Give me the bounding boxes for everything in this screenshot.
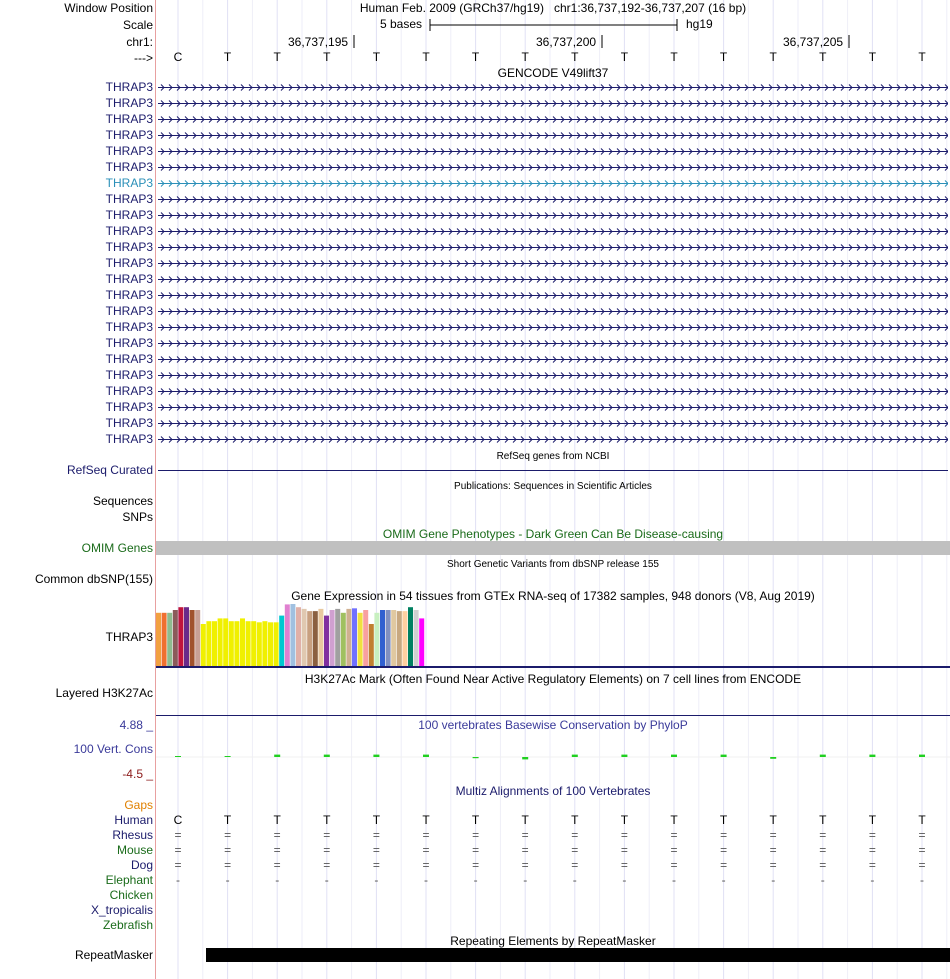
phylop-bar bbox=[869, 755, 875, 757]
multiz-base: = bbox=[720, 828, 728, 842]
multiz-base: - bbox=[771, 873, 776, 887]
gtex-tissue-bar bbox=[352, 608, 357, 666]
scale-text: 5 bases bbox=[380, 17, 423, 31]
multiz-base: T bbox=[422, 813, 430, 827]
multiz-base: = bbox=[521, 843, 529, 857]
multiz-base: T bbox=[372, 813, 381, 827]
gencode-transcript[interactable] bbox=[158, 369, 948, 382]
gencode-gene-label[interactable]: THRAP3 bbox=[105, 176, 153, 190]
omim-phenotype-bar[interactable] bbox=[156, 541, 950, 555]
gtex-tissue-bar bbox=[274, 622, 279, 666]
h3k27ac-title[interactable]: H3K27Ac Mark (Often Found Near Active Regulatory Elements) on 7 cell lines from ENCODE bbox=[304, 672, 802, 686]
multiz-base: T bbox=[273, 813, 281, 827]
gencode-transcript[interactable] bbox=[158, 305, 948, 318]
gtex-tissue-bar bbox=[313, 611, 318, 666]
gtex-tissue-bar bbox=[341, 613, 346, 666]
multiz-base: = bbox=[720, 843, 728, 857]
gencode-gene-label[interactable]: THRAP3 bbox=[105, 368, 153, 382]
phylop-title[interactable]: 100 vertebrates Basewise Conservation by PhyloP bbox=[418, 718, 688, 732]
base-4: T bbox=[323, 50, 331, 64]
gtex-tissue-bar bbox=[346, 609, 351, 666]
multiz-base: = bbox=[521, 828, 529, 842]
gencode-gene-label[interactable]: THRAP3 bbox=[105, 240, 153, 254]
gtex-tissue-bar bbox=[251, 621, 256, 666]
repeatmasker-label[interactable]: RepeatMasker bbox=[74, 948, 153, 962]
gtex-tissue-bar bbox=[290, 604, 295, 666]
multiz-base: - bbox=[374, 873, 379, 887]
gencode-transcript[interactable] bbox=[158, 417, 948, 430]
publications-sequences-label[interactable]: Sequences bbox=[92, 494, 153, 508]
multiz-base: = bbox=[819, 828, 827, 842]
gtex-tissue-bar bbox=[218, 618, 223, 666]
multiz-base: = bbox=[620, 858, 628, 872]
gtex-gene-label[interactable]: THRAP3 bbox=[105, 630, 153, 644]
multiz-species-rhesus[interactable]: Rhesus bbox=[112, 828, 153, 842]
gtex-tissue-bar bbox=[257, 622, 262, 666]
phylop-bar bbox=[671, 755, 677, 757]
gencode-transcript[interactable] bbox=[158, 321, 948, 334]
gtex-tissue-bar bbox=[307, 611, 312, 666]
multiz-base: T bbox=[223, 813, 232, 827]
multiz-base: - bbox=[820, 873, 825, 887]
scale-bar bbox=[428, 17, 680, 33]
phylop-bar bbox=[621, 755, 627, 757]
multiz-base: - bbox=[424, 873, 428, 887]
multiz-base: T bbox=[918, 813, 926, 827]
dbsnp-title[interactable]: Short Genetic Variants from dbSNP release 155 bbox=[447, 559, 659, 570]
gtex-tissue-bar bbox=[324, 616, 329, 666]
multiz-base: = bbox=[769, 828, 777, 842]
gencode-gene-label[interactable]: THRAP3 bbox=[105, 256, 153, 270]
multiz-base: = bbox=[868, 828, 876, 842]
multiz-base: = bbox=[521, 858, 529, 872]
gencode-gene-label[interactable]: THRAP3 bbox=[105, 320, 153, 334]
gencode-transcript[interactable] bbox=[158, 145, 948, 158]
multiz-species-dog[interactable]: Dog bbox=[130, 858, 153, 872]
multiz-base: = bbox=[422, 858, 430, 872]
base-5: T bbox=[372, 50, 381, 64]
gtex-tissue-bar bbox=[162, 613, 167, 666]
gtex-tissue-bar bbox=[268, 622, 273, 666]
h3k27ac-baseline bbox=[156, 715, 950, 716]
window-position-label: Window Position bbox=[64, 1, 153, 15]
base-9: T bbox=[571, 50, 579, 64]
gtex-tissue-bar bbox=[156, 613, 161, 666]
multiz-base: C bbox=[173, 813, 183, 827]
multiz-base: T bbox=[670, 813, 678, 827]
multiz-base: - bbox=[324, 873, 329, 887]
gtex-tissue-bar bbox=[402, 611, 407, 666]
gencode-title[interactable]: GENCODE V49lift37 bbox=[497, 66, 609, 80]
phylop-bar bbox=[522, 757, 528, 759]
gencode-transcript[interactable] bbox=[158, 401, 948, 414]
gtex-tissue-bar bbox=[212, 621, 217, 666]
gencode-gene-label[interactable]: THRAP3 bbox=[105, 144, 153, 158]
multiz-base: T bbox=[323, 813, 331, 827]
phylop-bar bbox=[721, 755, 727, 757]
gencode-transcript[interactable] bbox=[158, 193, 948, 206]
gencode-transcript[interactable] bbox=[158, 289, 948, 302]
phylop-bar bbox=[225, 756, 231, 757]
gtex-tissue-bar bbox=[380, 610, 385, 666]
gencode-gene-label[interactable]: THRAP3 bbox=[105, 288, 153, 302]
multiz-species-x_tropicalis[interactable]: X_tropicalis bbox=[90, 903, 153, 917]
gtex-tissue-bar bbox=[246, 621, 251, 666]
gencode-gene-label[interactable]: THRAP3 bbox=[105, 384, 153, 398]
multiz-base: = bbox=[273, 858, 281, 872]
phylop-signal[interactable] bbox=[156, 745, 950, 769]
gencode-transcript[interactable] bbox=[158, 385, 948, 398]
multiz-base: - bbox=[523, 873, 528, 887]
gencode-transcript[interactable] bbox=[158, 257, 948, 270]
multiz-base: = bbox=[670, 828, 678, 842]
gtex-tissue-bar bbox=[330, 610, 335, 666]
gtex-tissue-bar bbox=[374, 613, 379, 666]
multiz-base: = bbox=[769, 843, 777, 857]
multiz-base: = bbox=[620, 828, 628, 842]
multiz-base: = bbox=[819, 843, 827, 857]
base-1: C bbox=[173, 50, 183, 64]
gencode-transcript[interactable] bbox=[158, 161, 948, 174]
gtex-tissue-bar bbox=[296, 607, 301, 666]
multiz-base: = bbox=[571, 843, 579, 857]
multiz-base: = bbox=[174, 843, 182, 857]
gtex-bar-chart[interactable] bbox=[156, 602, 556, 666]
omim-label[interactable]: OMIM Genes bbox=[81, 541, 153, 555]
multiz-base: = bbox=[174, 828, 182, 842]
multiz-base: = bbox=[769, 858, 777, 872]
multiz-base: = bbox=[670, 858, 678, 872]
base-10: T bbox=[620, 50, 629, 64]
multiz-base: = bbox=[868, 858, 876, 872]
gtex-tissue-bar bbox=[397, 611, 402, 666]
gtex-tissue-bar bbox=[229, 621, 234, 666]
base-14: T bbox=[819, 50, 827, 64]
multiz-species-human[interactable]: Human bbox=[114, 813, 153, 827]
multiz-base: - bbox=[920, 873, 924, 887]
gencode-gene-label[interactable]: THRAP3 bbox=[105, 272, 153, 286]
multiz-base: = bbox=[472, 843, 480, 857]
gtex-tissue-bar bbox=[335, 609, 340, 666]
multiz-base: - bbox=[870, 873, 875, 887]
multiz-base: - bbox=[622, 873, 627, 887]
gencode-gene-label[interactable]: THRAP3 bbox=[105, 400, 153, 414]
gencode-gene-label[interactable]: THRAP3 bbox=[105, 224, 153, 238]
multiz-species-chicken[interactable]: Chicken bbox=[109, 888, 153, 902]
multiz-base: = bbox=[422, 843, 430, 857]
gencode-transcript[interactable] bbox=[158, 337, 948, 350]
phylop-bar bbox=[373, 755, 379, 757]
multiz-base: - bbox=[572, 873, 577, 887]
gtex-tissue-bar bbox=[285, 604, 290, 666]
gencode-gene-label[interactable]: THRAP3 bbox=[105, 192, 153, 206]
multiz-base: = bbox=[620, 843, 628, 857]
phylop-bar bbox=[572, 755, 578, 757]
coord-tick-marks bbox=[0, 34, 950, 50]
multiz-base: = bbox=[472, 858, 480, 872]
gencode-gene-label[interactable]: THRAP3 bbox=[105, 128, 153, 142]
gtex-tissue-bar bbox=[262, 621, 267, 666]
chrom-label: chr1: bbox=[126, 35, 153, 49]
multiz-base: = bbox=[819, 858, 827, 872]
dbsnp-label[interactable]: Common dbSNP(155) bbox=[34, 572, 153, 586]
multiz-base: = bbox=[670, 843, 678, 857]
phylop-bar bbox=[770, 757, 776, 759]
multiz-base: = bbox=[372, 828, 380, 842]
multiz-base: = bbox=[224, 843, 232, 857]
multiz-base: = bbox=[372, 858, 380, 872]
multiz-base: T bbox=[571, 813, 579, 827]
multiz-base: T bbox=[868, 813, 877, 827]
base-12: T bbox=[719, 50, 728, 64]
multiz-title[interactable]: Multiz Alignments of 100 Vertebrates bbox=[455, 784, 651, 798]
gencode-gene-label[interactable]: THRAP3 bbox=[105, 160, 153, 174]
base-15: T bbox=[868, 50, 877, 64]
gencode-gene-label[interactable]: THRAP3 bbox=[105, 80, 153, 94]
gtex-baseline bbox=[156, 666, 950, 668]
gtex-tissue-bar bbox=[419, 618, 424, 666]
phylop-bar bbox=[473, 757, 479, 758]
repeatmasker-title[interactable]: Repeating Elements by RepeatMasker bbox=[450, 934, 656, 948]
base-7: T bbox=[471, 50, 480, 64]
gencode-gene-label[interactable]: THRAP3 bbox=[105, 96, 153, 110]
multiz-base: = bbox=[868, 843, 876, 857]
gtex-tissue-bar bbox=[240, 618, 245, 666]
base-16: T bbox=[918, 50, 926, 64]
gencode-transcript[interactable] bbox=[158, 97, 948, 110]
gtex-tissue-bar bbox=[223, 618, 228, 666]
omim-title[interactable]: OMIM Gene Phenotypes - Dark Green Can Be Disease-causing bbox=[382, 527, 724, 541]
multiz-base: - bbox=[473, 873, 478, 887]
publications-title[interactable]: Publications: Sequences in Scientific Articles bbox=[454, 481, 652, 492]
base-6: T bbox=[422, 50, 430, 64]
gencode-transcript[interactable] bbox=[158, 177, 948, 190]
multiz-base: = bbox=[918, 858, 926, 872]
gencode-transcript[interactable] bbox=[158, 241, 948, 254]
multiz-base: - bbox=[275, 873, 280, 887]
refseq-label[interactable]: RefSeq Curated bbox=[66, 463, 153, 477]
multiz-base: = bbox=[918, 843, 926, 857]
multiz-base: - bbox=[672, 873, 676, 887]
multiz-base: = bbox=[224, 828, 232, 842]
gtex-tissue-bar bbox=[279, 616, 284, 666]
repeatmasker-element[interactable] bbox=[206, 948, 950, 962]
gtex-tissue-bar bbox=[414, 610, 419, 666]
multiz-base: - bbox=[176, 873, 180, 887]
phylop-bar bbox=[324, 755, 330, 757]
multiz-base: = bbox=[918, 828, 926, 842]
gtex-tissue-bar bbox=[369, 624, 374, 666]
multiz-base: = bbox=[323, 828, 331, 842]
gtex-tissue-bar bbox=[363, 610, 368, 666]
gtex-title[interactable]: Gene Expression in 54 tissues from GTEx RNA-seq of 17382 samples, 948 donors (V8, Aug 2019) bbox=[291, 589, 815, 603]
coord-tick-3: 36,737,205 bbox=[783, 35, 844, 49]
multiz-base: = bbox=[571, 828, 579, 842]
multiz-base: = bbox=[422, 828, 430, 842]
window-position-value[interactable]: Human Feb. 2009 (GRCh37/hg19) chr1:36,737,192-36,737,207 (16 bp) bbox=[359, 1, 747, 15]
multiz-species-zebrafish[interactable]: Zebrafish bbox=[102, 918, 153, 932]
multiz-base: = bbox=[323, 858, 331, 872]
gtex-tissue-bar bbox=[391, 610, 396, 666]
phylop-bar bbox=[175, 756, 181, 757]
refseq-title[interactable]: RefSeq genes from NCBI bbox=[496, 451, 610, 462]
multiz-base: T bbox=[719, 813, 728, 827]
multiz-base: T bbox=[769, 813, 777, 827]
gencode-transcript[interactable] bbox=[158, 353, 948, 366]
h3k27ac-label[interactable]: Layered H3K27Ac bbox=[55, 686, 153, 700]
multiz-base: - bbox=[721, 873, 726, 887]
multiz-species-elephant[interactable]: Elephant bbox=[105, 873, 153, 887]
phylop-bar bbox=[423, 755, 429, 757]
base-11: T bbox=[670, 50, 678, 64]
gencode-transcript[interactable] bbox=[158, 129, 948, 142]
base-3: T bbox=[273, 50, 281, 64]
gencode-gene-label[interactable]: THRAP3 bbox=[105, 208, 153, 222]
gtex-tissue-bar bbox=[190, 610, 195, 666]
multiz-base: - bbox=[225, 873, 230, 887]
scale-label: Scale bbox=[122, 18, 153, 32]
multiz-base: = bbox=[323, 843, 331, 857]
gtex-tissue-bar bbox=[195, 610, 200, 666]
multiz-base: T bbox=[521, 813, 529, 827]
gtex-tissue-bar bbox=[234, 621, 239, 666]
gtex-tissue-bar bbox=[408, 607, 413, 666]
phylop-bar bbox=[919, 755, 925, 757]
coord-tick-1: 36,737,195 bbox=[288, 35, 349, 49]
multiz-base: T bbox=[471, 813, 480, 827]
gencode-gene-label[interactable]: THRAP3 bbox=[105, 304, 153, 318]
phylop-ymax: 4.88 _ bbox=[119, 718, 153, 732]
gencode-transcript[interactable] bbox=[158, 433, 948, 446]
gencode-gene-label[interactable]: THRAP3 bbox=[105, 352, 153, 366]
gtex-tissue-bar bbox=[318, 609, 323, 666]
multiz-base: = bbox=[372, 843, 380, 857]
gencode-transcript[interactable] bbox=[158, 209, 948, 222]
gtex-tissue-bar bbox=[358, 613, 363, 666]
gtex-tissue-bar bbox=[302, 609, 307, 666]
base-8: T bbox=[521, 50, 529, 64]
multiz-base: = bbox=[273, 843, 281, 857]
multiz-base: = bbox=[720, 858, 728, 872]
base-13: T bbox=[769, 50, 777, 64]
phylop-bar bbox=[274, 755, 280, 757]
gtex-tissue-bar bbox=[201, 624, 206, 666]
multiz-base: = bbox=[174, 858, 182, 872]
publications-snps-label[interactable]: SNPs bbox=[122, 510, 153, 524]
gencode-gene-label[interactable]: THRAP3 bbox=[105, 416, 153, 430]
multiz-species-mouse[interactable]: Mouse bbox=[116, 843, 153, 857]
multiz-base: T bbox=[620, 813, 629, 827]
gencode-transcript[interactable] bbox=[158, 81, 948, 94]
gtex-tissue-bar bbox=[184, 607, 189, 666]
gtex-tissue-bar bbox=[178, 607, 183, 666]
multiz-base: = bbox=[472, 828, 480, 842]
phylop-bar bbox=[820, 755, 826, 757]
multiz-base: = bbox=[273, 828, 281, 842]
gtex-tissue-bar bbox=[386, 610, 391, 666]
gencode-gene-label[interactable]: THRAP3 bbox=[105, 112, 153, 126]
scale-assembly: hg19 bbox=[686, 17, 713, 31]
gencode-gene-label[interactable]: THRAP3 bbox=[105, 336, 153, 350]
strand-label: ---> bbox=[134, 51, 153, 65]
refseq-gene-line[interactable] bbox=[158, 470, 948, 471]
multiz-gaps-label: Gaps bbox=[124, 798, 153, 812]
multiz-base: T bbox=[819, 813, 827, 827]
gencode-gene-label[interactable]: THRAP3 bbox=[105, 432, 153, 446]
gtex-tissue-bar bbox=[173, 610, 178, 666]
phylop-label[interactable]: 100 Vert. Cons bbox=[73, 742, 153, 756]
multiz-base: = bbox=[224, 858, 232, 872]
gtex-tissue-bar bbox=[167, 613, 172, 666]
multiz-base: = bbox=[571, 858, 579, 872]
gtex-tissue-bar bbox=[206, 621, 211, 666]
gencode-transcript[interactable] bbox=[158, 273, 948, 286]
coord-tick-2: 36,737,200 bbox=[536, 35, 597, 49]
base-2: T bbox=[223, 50, 232, 64]
gencode-transcript[interactable] bbox=[158, 225, 948, 238]
gencode-transcript[interactable] bbox=[158, 113, 948, 126]
phylop-ymin: -4.5 _ bbox=[122, 767, 153, 781]
